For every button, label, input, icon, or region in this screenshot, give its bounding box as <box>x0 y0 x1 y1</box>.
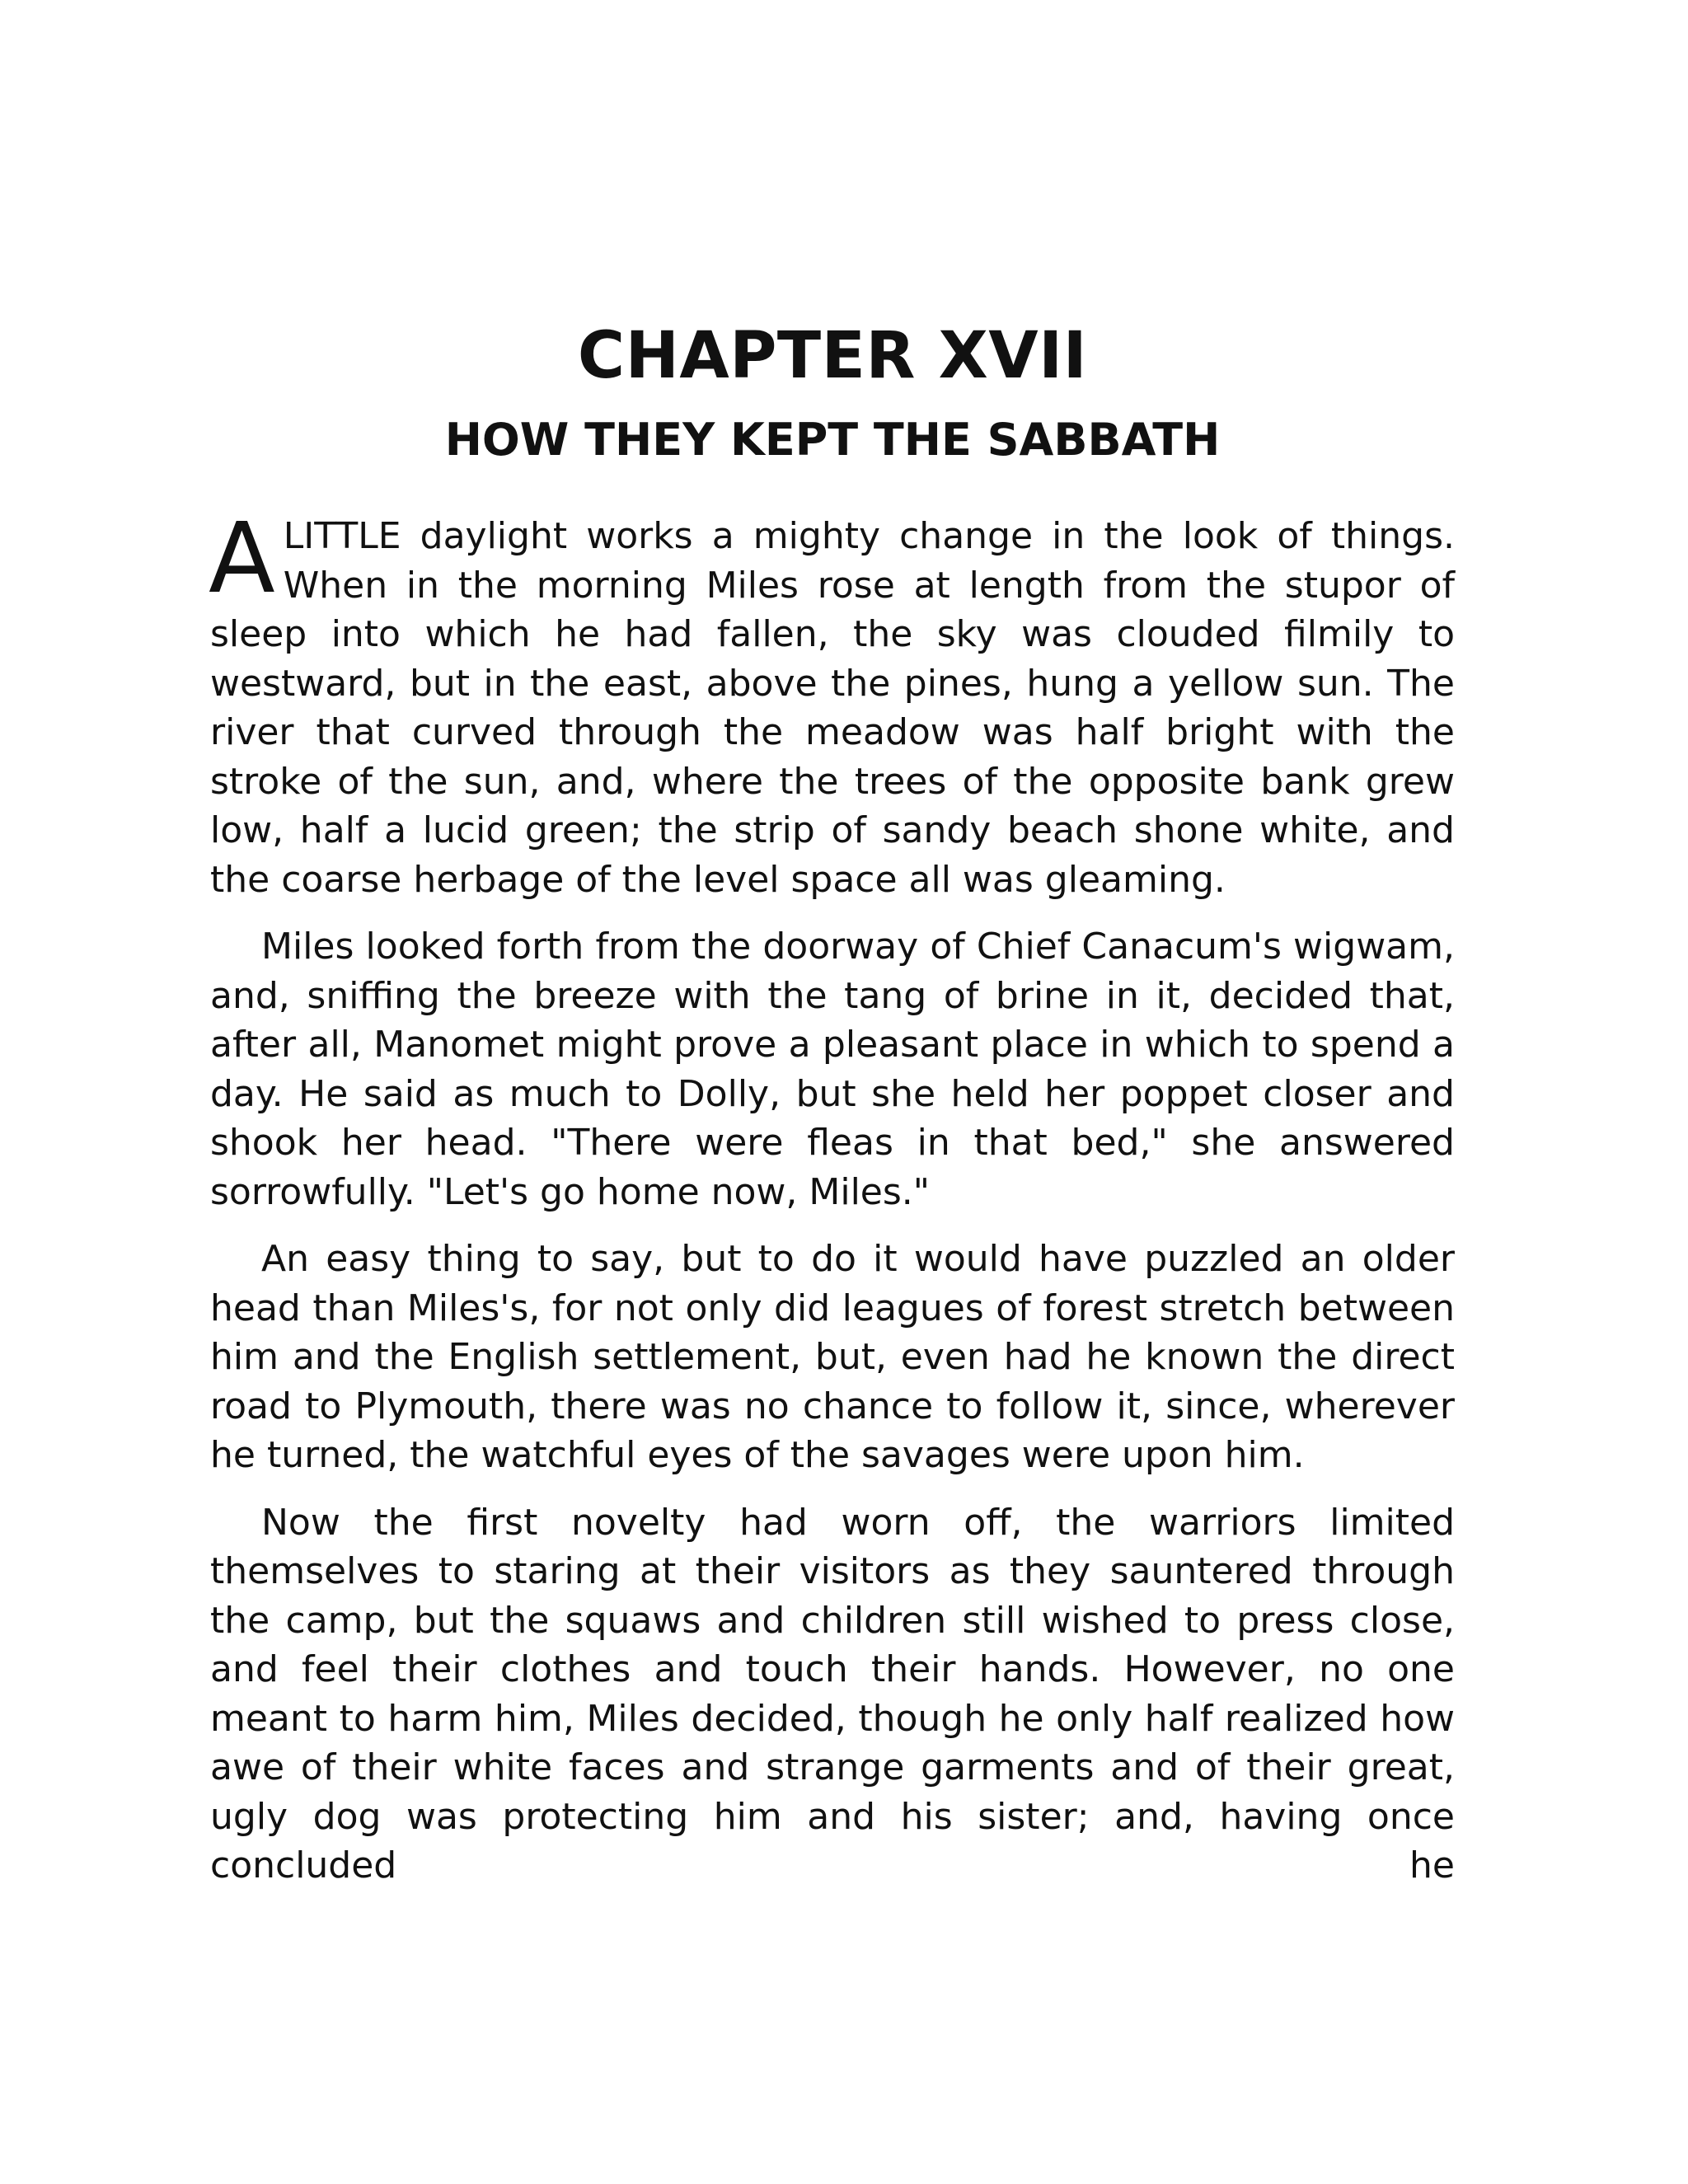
book-page <box>210 321 1455 1909</box>
paragraph-4: Now the first novelty had worn off, the warriors limited themselves to staring at their visitors as they sauntered through the camp, but the squaws and children still wished to press close, and feel their clothes and touch their hands. However, no one meant to harm him, Miles decided, though he only half realized how awe of their white faces and strange garments and of their great, ugly dog was protecting him and his sister; and, having once concluded he <box>210 1501 1455 1887</box>
paragraph-3: An easy thing to say, but to do it would have puzzled an older head than Miles's, for not only did leagues of forest stretch between him and the English settlement, but, even had he known the direct road to Plymouth, there was no chance to follow it, since, wherever he turned, the watchful eyes of the savages were upon him. <box>210 1238 1455 1477</box>
drop-cap: A <box>209 501 275 616</box>
chapter-number: CHAPTER XVII <box>577 319 1088 393</box>
paragraph-1-text: LITTLE daylight works a mighty change in the look of things. When in the morning Miles rose at length from the stupor of sleep into which he had fallen, the sky was clouded filmily to westward, but in the east, above the pines, hung a yellow sun. The river that curved through the meadow was half bright with the stroke of the sun, and, where the trees of the opposite bank grew low, half a lucid green; the strip of sandy beach shone white, and the coarse herbage of the level space all was gleaming. <box>210 515 1455 901</box>
chapter-body <box>209 501 1455 1891</box>
paragraph-1 <box>209 501 1455 904</box>
chapter-title: HOW THEY KEPT THE SABBATH <box>444 413 1221 466</box>
paragraph-2: Miles looked forth from the doorway of Chief Canacum's wigwam, and, sniffing the breeze with the tang of brine in it, decided that, after all, Manomet might prove a pleasant place in which to spend a day. He said as much to Dolly, but she held her poppet closer and shook her head. "There were fleas in that bed," she answered sorrowfully. "Let's go home now, Miles." <box>210 926 1455 1213</box>
